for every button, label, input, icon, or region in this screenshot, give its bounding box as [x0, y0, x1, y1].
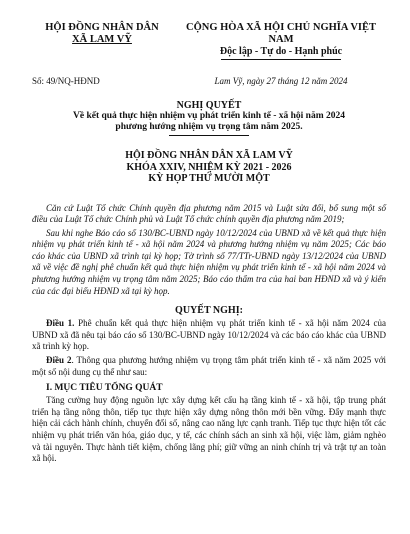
document-title-line1: Về kết quả thực hiện nhiệm vụ phát triển kinh tế - xã hội năm 2024	[73, 111, 345, 121]
council-name: HỘI ĐỒNG NHÂN DÂN XÃ LAM VỸ	[125, 150, 293, 161]
national-motto: Độc lập - Tự do - Hạnh phúc	[219, 46, 343, 57]
org-name-line1: HỘI ĐỒNG NHÂN DÂN	[45, 22, 159, 33]
article-1	[32, 318, 386, 353]
document-meta	[32, 76, 386, 86]
motto-underline	[221, 59, 341, 60]
decision-heading: QUYẾT NGHỊ:	[175, 305, 243, 317]
council-session: KỲ HỌP THỨ MƯỜI MỘT	[148, 173, 270, 184]
article-1-label: Điều 1.	[46, 318, 75, 329]
council-term: KHÓA XXIV, NHIỆM KỲ 2021 - 2026	[126, 161, 292, 173]
org-name-line2: XÃ LAM VỸ	[72, 34, 132, 45]
article-2-text: . Thông qua phương hướng nhiệm vụ trọng tâm phát triển kinh tế - xã năm 2025 với một số nội dung cụ thể như sau:	[32, 355, 387, 377]
document-type: NGHỊ QUYẾT	[176, 100, 242, 111]
title-underline	[169, 135, 249, 136]
article-2-label: Điều 2	[46, 355, 72, 366]
article-2	[32, 355, 386, 378]
council-heading	[32, 150, 386, 185]
legal-basis-2: Sau khi nghe Báo cáo số 130/BC-UBND ngày 10/12/2024 của UBND xã về kết quả thực hiện nhiệm vụ phát triển kinh tế - xã hội năm 2024 và phương hướng nhiệm vụ năm 2025; Các báo cáo khác của UBND xã trình tại kỳ họp; Tờ trình số 77/TTr-UBND ngày 13/12/2024 của UBND xã về việc đề nghị phê chuẩn kết quả thực hiện nhiệm vụ phát triển kinh tế - xã hội năm 2024 và phương hướng nhiệm vụ trọng tâm năm 2025; Báo cáo thẩm tra của hai ban HĐND xã và ý kiến của các đại biểu HĐND xã tại kỳ họp.	[32, 227, 386, 296]
document-header	[32, 22, 386, 60]
document-date: Lam Vỹ, ngày 27 tháng 12 năm 2024	[214, 76, 348, 86]
document-number: Số: 49/NQ-HĐND	[32, 76, 100, 86]
nation-name: CỘNG HÒA XÃ HỘI CHỦ NGHĨA VIỆT NAM	[186, 22, 376, 45]
section-heading: I. MỤC TIÊU TỔNG QUÁT	[46, 383, 163, 394]
article-1-text: Phê chuẩn kết quả thực hiện nhiệm vụ phát triển kinh tế - xã hội năm 2024 của UBND xã đã nêu tại báo cáo số 130/BC-UBND ngày 10/12/2024 và các báo cáo khác của UBND xã trình kỳ họp.	[32, 318, 386, 352]
issuing-organization	[32, 22, 172, 60]
national-header	[176, 22, 386, 60]
legal-basis-1: Căn cứ Luật Tổ chức Chính quyền địa phương năm 2015 và Luật sửa đổi, bổ sung một số điều của Luật Tổ chức Chính phủ và Luật Tổ chức chính quyền địa phương năm 2019;	[32, 202, 386, 225]
document-title-line2: phương hướng nhiệm vụ trọng tâm năm 2025.	[115, 122, 303, 132]
section-paragraph: Tăng cường huy động nguồn lực xây dựng kết cấu hạ tầng kinh tế - xã hội, tập trung phát triển hạ tầng nông thôn, tiếp tục thực hiện xây dựng nông thôn mới bền vững. Đẩy mạnh thực hiện cải cách hành chính, chuyển đổi số, nâng cao năng lực cạnh tranh. Tiếp tục thực hiện tốt các nhiệm vụ phát triển văn hóa, giáo dục, y tế, các chính sách an sinh xã hội, việc làm, giảm nghèo và tài nguyên. Thực hành tiết kiệm, chống lãng phí; giữ vững an ninh chính trị và trật tự an toàn xã hội.	[32, 395, 386, 464]
